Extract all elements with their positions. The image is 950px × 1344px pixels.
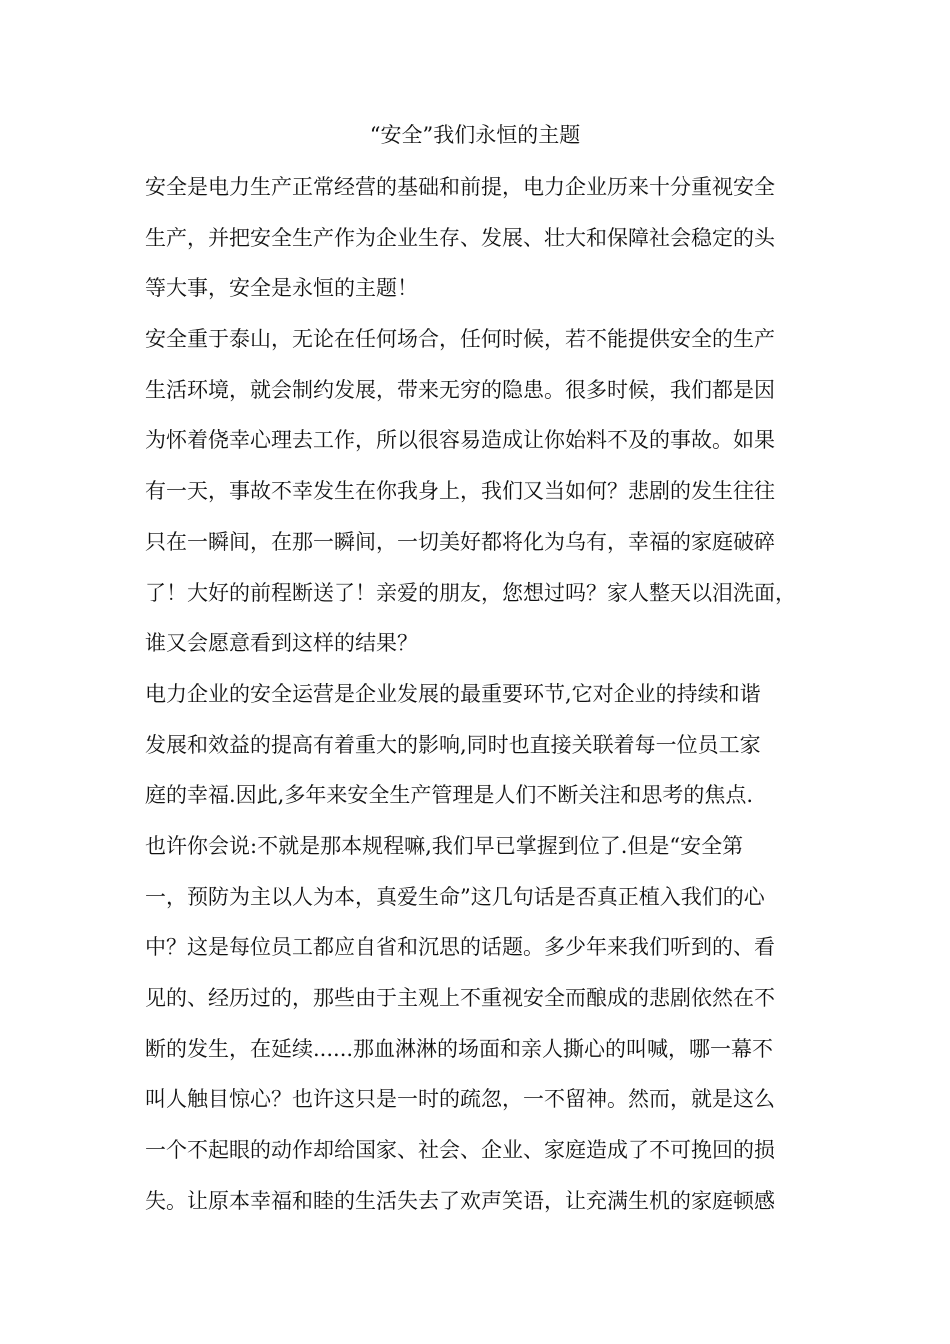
text-line: 生产，并把安全生产作为企业生存、发展、壮大和保障社会稳定的头	[145, 225, 775, 250]
text-line: 有一天，事故不幸发生在你我身上，我们又当如何？悲剧的发生往往	[145, 479, 775, 504]
text-line: 失。让原本幸福和睦的生活失去了欢声笑语，让充满生机的家庭顿感	[145, 1188, 775, 1213]
text-line: 只在一瞬间，在那一瞬间，一切美好都将化为乌有，幸福的家庭破碎	[145, 529, 775, 554]
text-line: 叫人触目惊心？也许这只是一时的疏忽，一不留神。然而，就是这么	[145, 1087, 775, 1112]
document-body	[145, 162, 807, 1226]
text-line: 了！大好的前程断送了！亲爱的朋友，您想过吗？家人整天以泪洗面，	[145, 580, 796, 605]
text-line: 一，预防为主以人为本，真爱生命”这几句话是否真正植入我们的心	[145, 884, 765, 909]
text-line: 生活环境，就会制约发展，带来无穷的隐患。很多时候，我们都是因	[145, 377, 775, 402]
text-line: 发展和效益的提高有着重大的影响,同时也直接关联着每一位员工家	[145, 732, 761, 757]
text-line: 安全重于泰山，无论在任何场合，任何时候，若不能提供安全的生产	[145, 327, 775, 352]
text-line: 等大事，安全是永恒的主题！	[145, 276, 418, 301]
text-line: 谁又会愿意看到这样的结果？	[145, 631, 418, 656]
text-line: 中？这是每位员工都应自省和沉思的话题。多少年来我们听到的、看	[145, 935, 775, 960]
text-line: 也许你会说:不就是那本规程嘛,我们早已掌握到位了.但是“安全第	[145, 833, 744, 858]
document-title: “安全”我们永恒的主题	[369, 123, 581, 147]
text-line: 庭的幸福.因此,多年来安全生产管理是人们不断关注和思考的焦点.	[145, 783, 754, 808]
text-line: 电力企业的安全运营是企业发展的最重要环节,它对企业的持续和谐	[145, 681, 761, 706]
text-line: 为怀着侥幸心理去工作，所以很容易造成让你始料不及的事故。如果	[145, 428, 775, 453]
text-line: 断的发生，在延续......那血淋淋的场面和亲人撕心的叫喊，哪一幕不	[145, 1036, 774, 1061]
text-line: 一个不起眼的动作却给国家、社会、企业、家庭造成了不可挽回的损	[145, 1138, 775, 1163]
text-line: 安全是电力生产正常经营的基础和前提，电力企业历来十分重视安全	[145, 175, 775, 199]
text-line: 见的、经历过的，那些由于主观上不重视安全而酿成的悲剧依然在不	[145, 986, 775, 1010]
